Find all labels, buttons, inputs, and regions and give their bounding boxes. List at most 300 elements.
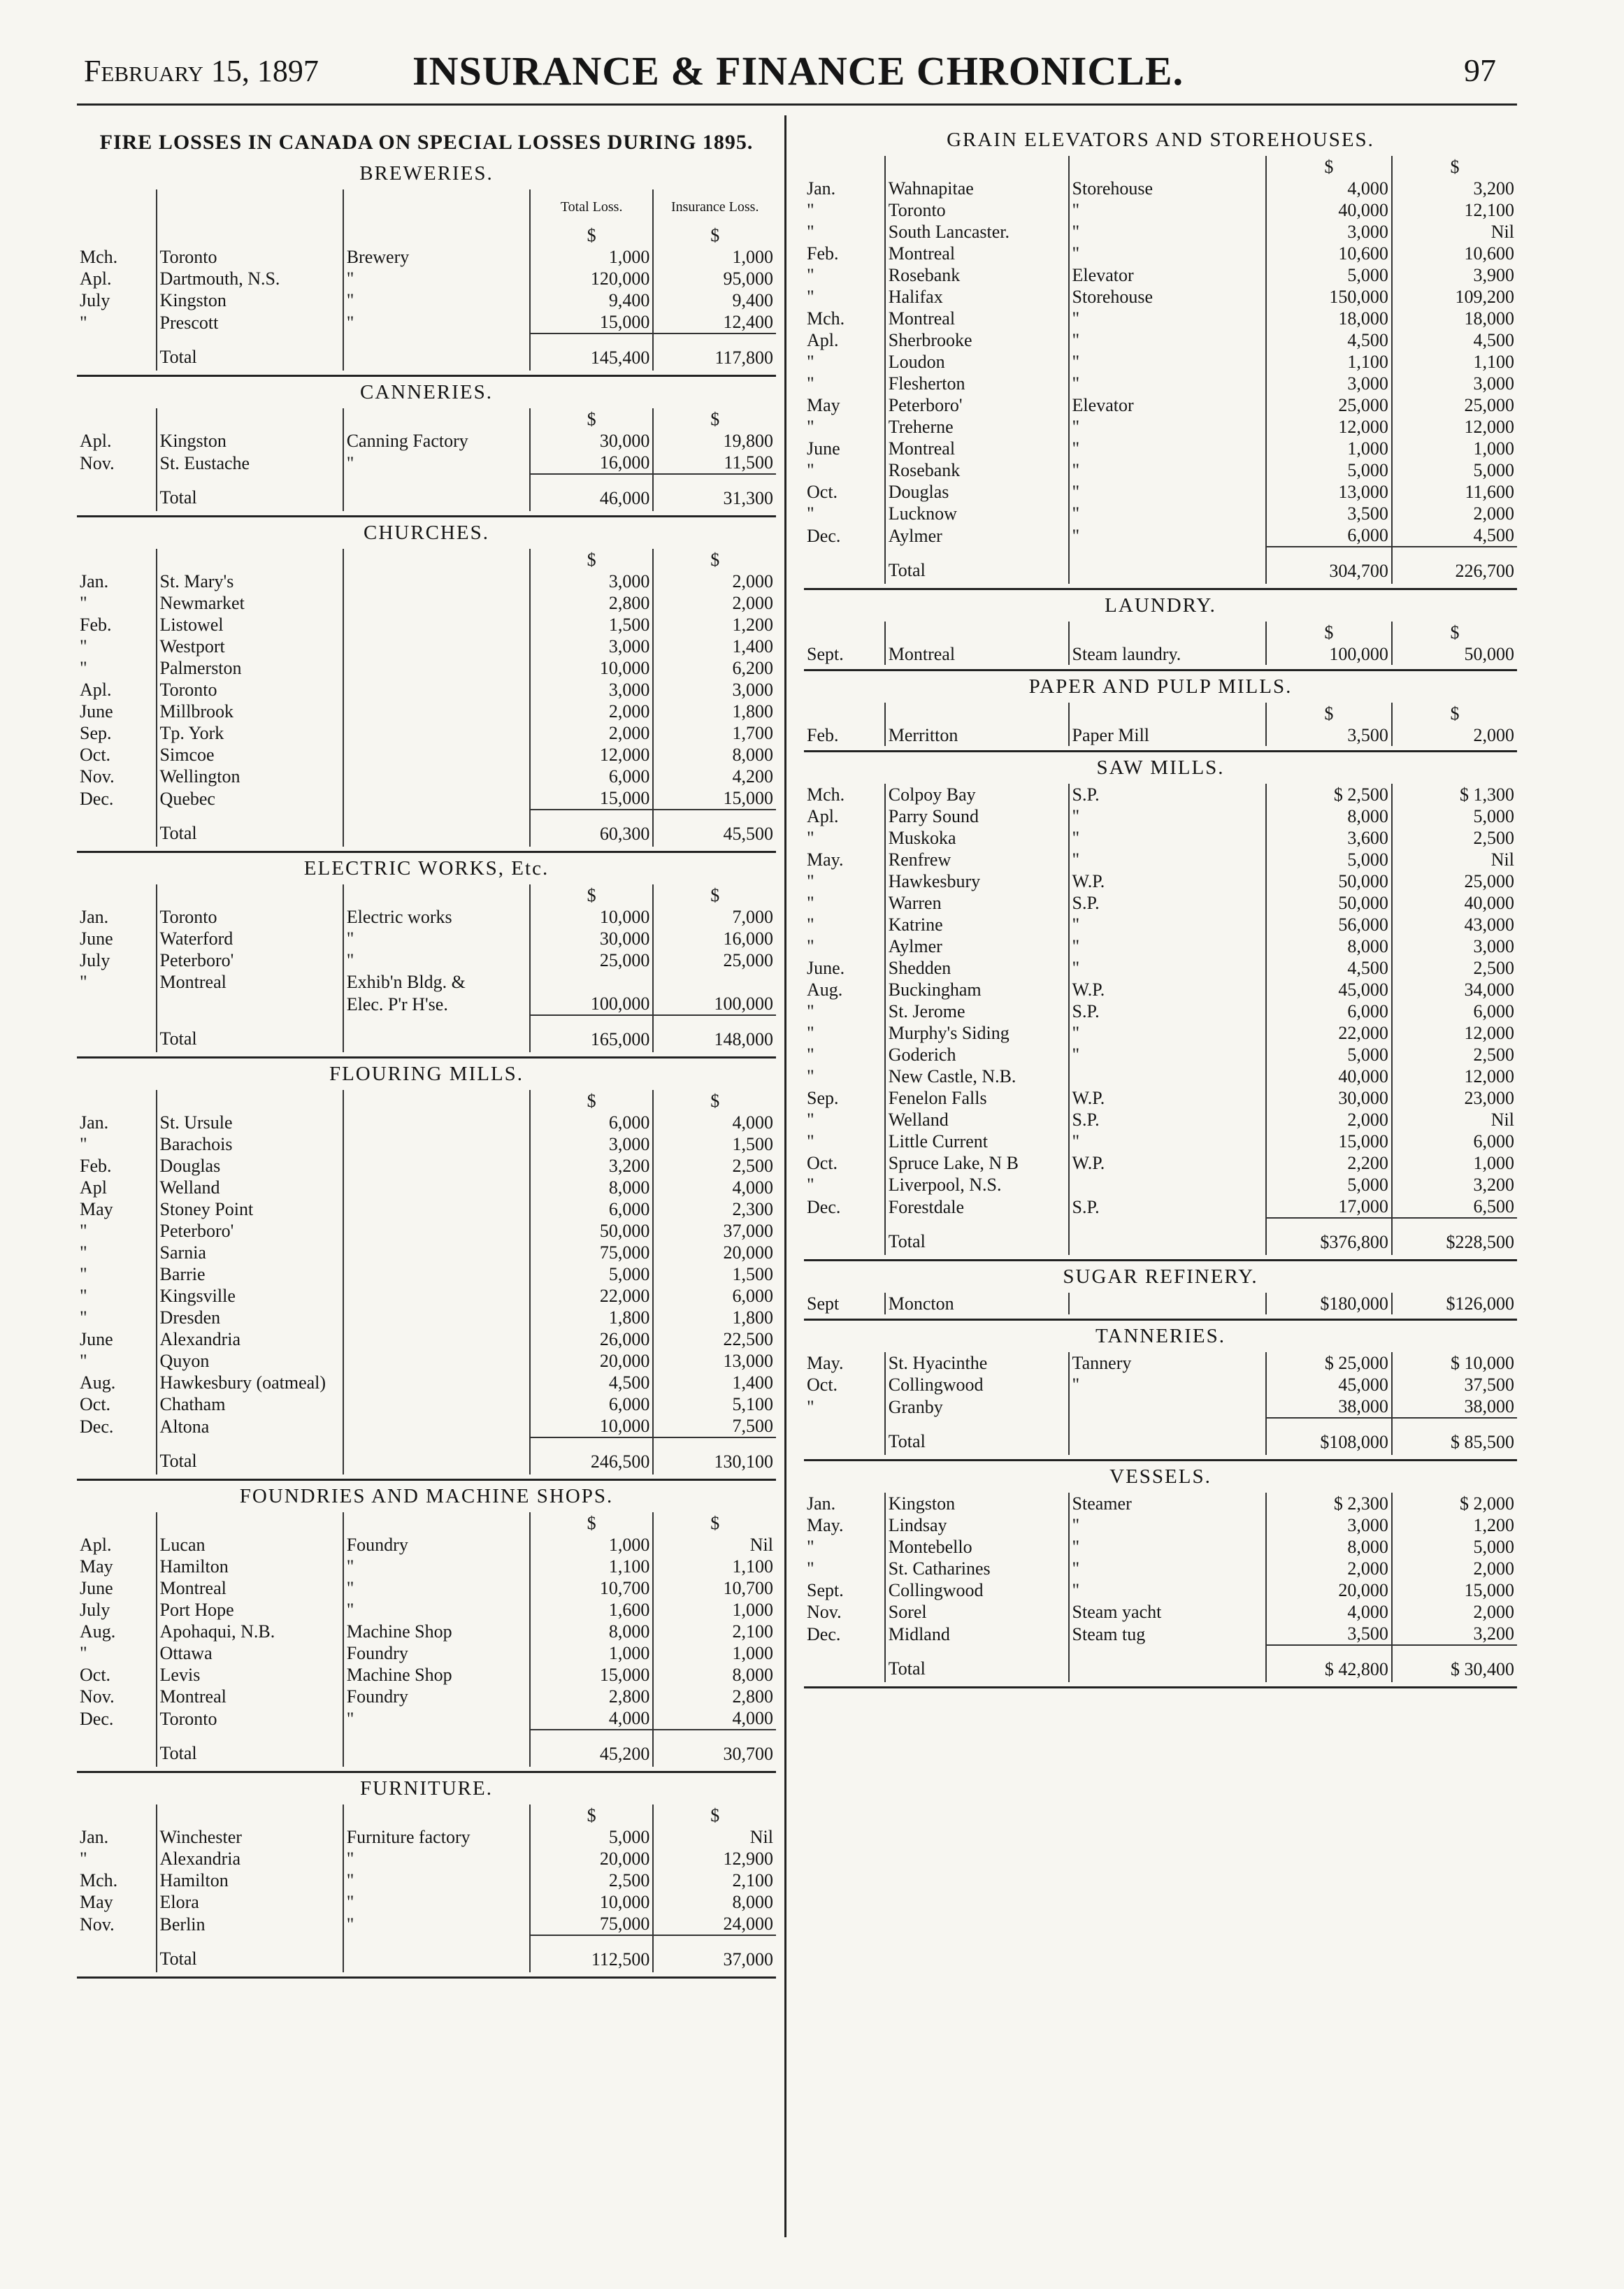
table-row <box>804 1623 1517 1645</box>
table-row <box>804 643 1517 665</box>
place-cell: Barachois <box>157 1133 343 1155</box>
insurance-loss-cell: 2,000 <box>653 592 776 614</box>
total-loss-cell: 40,000 <box>1266 199 1392 221</box>
total-label: Total <box>157 810 343 847</box>
cell-blank <box>804 1418 885 1455</box>
kind-cell: " <box>1069 805 1266 827</box>
insurance-loss-cell: 4,500 <box>1392 524 1517 547</box>
total-loss-cell: 75,000 <box>530 1913 654 1935</box>
insurance-loss-sum: 226,700 <box>1392 547 1517 584</box>
section-rule <box>804 1319 1517 1321</box>
month-cell: Feb. <box>80 615 112 635</box>
place-cell: Peterboro' <box>157 1220 343 1242</box>
insurance-loss-cell: 25,000 <box>1392 870 1517 892</box>
table-row <box>804 329 1517 351</box>
total-loss-cell: 50,000 <box>530 1220 654 1242</box>
kind-cell: " <box>343 1870 530 1891</box>
kind-cell: " <box>1069 503 1266 524</box>
month-cell: " <box>80 1286 87 1306</box>
loss-table <box>77 1090 776 1474</box>
loss-table <box>804 622 1517 665</box>
insurance-loss-cell: 4,000 <box>653 1177 776 1198</box>
total-loss-cell: 5,000 <box>1266 459 1392 481</box>
table-row <box>77 701 776 722</box>
section-title: BREWERIES. <box>359 162 494 185</box>
cell-blank <box>77 408 157 430</box>
insurance-loss-cell: 8,000 <box>653 1891 776 1913</box>
place-cell: Ottawa <box>157 1642 343 1664</box>
kind-cell: Furniture factory <box>343 1826 530 1848</box>
place-cell: Granby <box>885 1395 1069 1418</box>
total-loss-cell: 50,000 <box>1266 892 1392 914</box>
insurance-loss-cell: 50,000 <box>1392 643 1517 665</box>
insurance-loss-cell: 2,300 <box>653 1198 776 1220</box>
section-rule <box>77 1479 776 1481</box>
table-row <box>77 614 776 636</box>
month-cell: Oct. <box>807 482 838 502</box>
insurance-loss-cell: 4,500 <box>1392 329 1517 351</box>
section-title: LAUNDRY. <box>1105 594 1216 617</box>
table-row <box>804 394 1517 416</box>
cell-blank <box>343 1512 530 1534</box>
header-total-loss: Total Loss. <box>530 189 654 224</box>
table-row <box>77 246 776 268</box>
table-row <box>804 459 1517 481</box>
month-cell: Oct. <box>807 1153 838 1173</box>
total-loss-cell: 20,000 <box>1266 1579 1392 1601</box>
month-cell: May <box>80 1556 113 1577</box>
table-row <box>804 1000 1517 1022</box>
total-loss-cell: 1,800 <box>530 1307 654 1328</box>
place-cell: St. Eustache <box>157 452 343 474</box>
month-cell: May. <box>807 849 844 870</box>
section-title: PAPER AND PULP MILLS. <box>1028 675 1293 698</box>
month-cell: " <box>807 1045 814 1065</box>
insurance-loss-cell: 2,000 <box>653 571 776 592</box>
insurance-loss-cell: 1,000 <box>653 246 776 268</box>
loss-table <box>77 549 776 847</box>
month-cell: Nov. <box>80 1686 115 1707</box>
total-loss-cell: 15,000 <box>530 311 654 333</box>
section-title: CANNERIES. <box>360 381 493 403</box>
place-cell: Hamilton <box>157 1870 343 1891</box>
place-cell: Alexandria <box>157 1328 343 1350</box>
kind-cell: " <box>1069 524 1266 547</box>
insurance-loss-cell: 4,200 <box>653 766 776 787</box>
currency-symbol: $ <box>653 549 776 571</box>
kind-cell: Elevator <box>1069 264 1266 286</box>
header-blank <box>77 189 157 224</box>
place-cell: Hawkesbury <box>885 870 1069 892</box>
kind-cell: Exhib'n Bldg. & <box>343 971 530 993</box>
currency-symbol: $ <box>530 884 654 906</box>
table-row <box>804 1493 1517 1514</box>
total-loss-cell: 3,000 <box>1266 373 1392 394</box>
table-row <box>804 199 1517 221</box>
month-cell: " <box>80 1264 87 1284</box>
total-loss-cell: 3,000 <box>1266 221 1392 243</box>
table-row <box>77 1177 776 1198</box>
insurance-loss-cell: 11,500 <box>653 452 776 474</box>
place-cell: Kingsville <box>157 1285 343 1307</box>
total-loss-cell: 3,500 <box>1266 503 1392 524</box>
month-cell: " <box>80 972 87 992</box>
month-cell: Aug. <box>80 1621 116 1642</box>
place-cell: Toronto <box>157 1707 343 1730</box>
month-cell: " <box>807 287 814 307</box>
month-cell: " <box>807 828 814 848</box>
table-row <box>804 1065 1517 1087</box>
total-label: Total <box>157 474 343 511</box>
currency-row <box>77 408 776 430</box>
total-loss-cell: 100,000 <box>1266 643 1392 665</box>
total-loss-cell: 5,000 <box>1266 264 1392 286</box>
total-label: Total <box>157 333 343 371</box>
kind-cell: W.P. <box>1069 870 1266 892</box>
place-cell: Listowel <box>157 614 343 636</box>
insurance-loss-cell: Nil <box>653 1534 776 1556</box>
section-title: CHURCHES. <box>364 522 489 544</box>
total-loss-cell: 56,000 <box>1266 914 1392 935</box>
table-row <box>77 1263 776 1285</box>
total-loss-cell: 20,000 <box>530 1350 654 1372</box>
cell-blank <box>343 224 530 246</box>
kind-cell <box>343 722 530 744</box>
place-cell: Peterboro' <box>885 394 1069 416</box>
total-label: Total <box>885 547 1069 584</box>
table-row <box>804 1601 1517 1623</box>
total-loss-cell: $ 25,000 <box>1266 1352 1392 1374</box>
table-row <box>804 892 1517 914</box>
place-cell: St. Catharines <box>885 1558 1069 1579</box>
table-row <box>804 870 1517 892</box>
place-cell: Quebec <box>157 787 343 810</box>
month-cell: Aug. <box>807 980 843 1000</box>
total-loss-cell: 12,000 <box>1266 416 1392 438</box>
cell-blank <box>804 1645 885 1682</box>
cell-blank <box>157 408 343 430</box>
kind-cell <box>1069 1293 1266 1314</box>
cell-blank <box>1069 1218 1266 1255</box>
place-cell: Merritton <box>885 724 1069 746</box>
place-cell: Colpoy Bay <box>885 784 1069 805</box>
place-cell: Montreal <box>885 243 1069 264</box>
place-cell: St. Mary's <box>157 571 343 592</box>
table-row <box>804 264 1517 286</box>
kind-cell <box>343 592 530 614</box>
insurance-loss-cell: 12,000 <box>1392 1022 1517 1044</box>
insurance-loss-cell: 2,500 <box>653 1155 776 1177</box>
cell-blank <box>157 224 343 246</box>
month-cell: " <box>80 1643 87 1663</box>
insurance-loss-cell: 2,800 <box>653 1686 776 1707</box>
month-cell: " <box>807 1175 814 1195</box>
kind-cell: " <box>1069 373 1266 394</box>
section-rule <box>804 750 1517 752</box>
total-loss-cell: 30,000 <box>1266 1087 1392 1109</box>
insurance-loss-cell: 40,000 <box>1392 892 1517 914</box>
table-row <box>77 311 776 333</box>
place-cell: Lucknow <box>885 503 1069 524</box>
table-row <box>804 935 1517 957</box>
cell-blank <box>157 549 343 571</box>
insurance-loss-cell: 1,400 <box>653 636 776 657</box>
currency-symbol: $ <box>530 1804 654 1826</box>
insurance-loss-sum: $ 85,500 <box>1392 1418 1517 1455</box>
month-cell: Apl. <box>80 268 112 289</box>
insurance-loss-cell: 2,100 <box>653 1870 776 1891</box>
total-loss-cell: 30,000 <box>530 430 654 452</box>
cell-blank <box>157 1090 343 1112</box>
place-cell: Quyon <box>157 1350 343 1372</box>
section-title: ELECTRIC WORKS, Etc. <box>303 857 549 880</box>
insurance-loss-cell: 3,000 <box>1392 373 1517 394</box>
table-row <box>77 1599 776 1621</box>
kind-cell: Foundry <box>343 1642 530 1664</box>
total-row <box>77 1935 776 1972</box>
kind-cell: " <box>343 1556 530 1577</box>
place-cell: Elora <box>157 1891 343 1913</box>
insurance-loss-cell: 15,000 <box>1392 1579 1517 1601</box>
kind-cell: " <box>343 1891 530 1913</box>
insurance-loss-cell: 11,600 <box>1392 481 1517 503</box>
cell-blank <box>343 408 530 430</box>
kind-cell: " <box>343 1577 530 1599</box>
insurance-loss-sum: 37,000 <box>653 1935 776 1972</box>
kind-cell: " <box>1069 827 1266 849</box>
insurance-loss-cell: 37,000 <box>653 1220 776 1242</box>
table-row <box>77 1350 776 1372</box>
table-row <box>804 1087 1517 1109</box>
kind-cell: Steam tug <box>1069 1623 1266 1645</box>
table-row <box>804 827 1517 849</box>
total-loss-cell: 15,000 <box>530 787 654 810</box>
total-label: Total <box>157 1935 343 1972</box>
total-loss-cell: 3,000 <box>530 636 654 657</box>
place-cell: Douglas <box>885 481 1069 503</box>
total-loss-cell: 10,000 <box>530 906 654 928</box>
table-row <box>804 286 1517 308</box>
month-cell: Dec. <box>80 1416 114 1437</box>
currency-row <box>77 1512 776 1534</box>
insurance-loss-cell <box>653 971 776 993</box>
insurance-loss-cell: $126,000 <box>1392 1293 1517 1314</box>
total-loss-cell: $ 2,500 <box>1266 784 1392 805</box>
month-cell: Jan. <box>80 571 109 591</box>
table-row <box>804 524 1517 547</box>
insurance-loss-cell: 2,000 <box>1392 1558 1517 1579</box>
month-cell: Apl. <box>807 330 839 350</box>
publication-title: INSURANCE & FINANCE CHRONICLE. <box>412 48 1184 94</box>
cell-blank <box>77 549 157 571</box>
table-row <box>77 636 776 657</box>
table-row <box>77 430 776 452</box>
month-cell: July <box>80 290 110 310</box>
month-cell: May <box>807 395 840 415</box>
insurance-loss-cell: 1,100 <box>1392 351 1517 373</box>
section-rule <box>804 1259 1517 1261</box>
insurance-loss-cell: 3,000 <box>653 679 776 701</box>
insurance-loss-cell: 1,700 <box>653 722 776 744</box>
month-cell: " <box>807 460 814 480</box>
total-loss-cell: 1,000 <box>530 1534 654 1556</box>
month-cell: June <box>80 1578 113 1598</box>
place-cell: Moncton <box>885 1293 1069 1314</box>
kind-cell <box>343 766 530 787</box>
place-cell: Altona <box>157 1415 343 1437</box>
kind-cell: " <box>1069 914 1266 935</box>
kind-cell <box>343 1350 530 1372</box>
kind-cell: Elevator <box>1069 394 1266 416</box>
place-cell: Westport <box>157 636 343 657</box>
total-loss-sum: 304,700 <box>1266 547 1392 584</box>
table-row <box>77 592 776 614</box>
cell-blank <box>77 474 157 511</box>
month-cell: " <box>80 1351 87 1371</box>
insurance-loss-cell: 1,500 <box>653 1133 776 1155</box>
total-loss-sum: 165,000 <box>530 1015 654 1052</box>
currency-symbol: $ <box>1266 156 1392 178</box>
currency-row <box>77 1804 776 1826</box>
total-loss-cell: 8,000 <box>1266 805 1392 827</box>
table-row <box>77 1534 776 1556</box>
loss-table <box>77 884 776 1052</box>
insurance-loss-cell: 2,500 <box>1392 1044 1517 1065</box>
insurance-loss-cell: 5,000 <box>1392 805 1517 827</box>
table-row <box>77 289 776 311</box>
kind-cell: " <box>343 268 530 289</box>
total-label: Total <box>157 1730 343 1767</box>
kind-cell: " <box>1069 459 1266 481</box>
insurance-loss-cell: 22,500 <box>653 1328 776 1350</box>
kind-cell: Machine Shop <box>343 1664 530 1686</box>
insurance-loss-cell: 38,000 <box>1392 1395 1517 1418</box>
total-loss-cell: 6,000 <box>530 1198 654 1220</box>
kind-cell: S.P. <box>1069 1196 1266 1218</box>
table-row <box>77 906 776 928</box>
kind-cell: Foundry <box>343 1534 530 1556</box>
kind-cell: " <box>1069 351 1266 373</box>
total-loss-cell: 5,000 <box>1266 1044 1392 1065</box>
month-cell: June <box>80 928 113 949</box>
total-loss-cell: 30,000 <box>530 928 654 949</box>
table-row <box>804 1352 1517 1374</box>
place-cell: Waterford <box>157 928 343 949</box>
kind-cell <box>343 1177 530 1198</box>
insurance-loss-cell: 7,000 <box>653 906 776 928</box>
total-loss-cell: 2,200 <box>1266 1152 1392 1174</box>
kind-cell <box>343 701 530 722</box>
place-cell: Little Current <box>885 1131 1069 1152</box>
place-cell: New Castle, N.B. <box>885 1065 1069 1087</box>
total-label: Total <box>885 1645 1069 1682</box>
insurance-loss-cell: 6,200 <box>653 657 776 679</box>
total-loss-cell: 3,000 <box>530 571 654 592</box>
insurance-loss-cell: 1,000 <box>653 1599 776 1621</box>
total-loss-cell: 45,000 <box>1266 979 1392 1000</box>
currency-symbol: $ <box>1392 156 1517 178</box>
table-row <box>804 308 1517 329</box>
section-title: FLOURING MILLS. <box>329 1063 524 1085</box>
insurance-loss-sum: 130,100 <box>653 1437 776 1474</box>
column-header-row <box>77 189 776 224</box>
insurance-loss-cell: 2,000 <box>1392 1601 1517 1623</box>
insurance-loss-cell: 3,900 <box>1392 264 1517 286</box>
place-cell: Peterboro' <box>157 949 343 971</box>
insurance-loss-cell: 12,000 <box>1392 1065 1517 1087</box>
total-row <box>804 1418 1517 1455</box>
place-cell: Warren <box>885 892 1069 914</box>
kind-cell <box>1069 1395 1266 1418</box>
table-row <box>77 571 776 592</box>
loss-table <box>77 1512 776 1767</box>
cell-blank <box>77 1512 157 1534</box>
place-cell: Montreal <box>885 308 1069 329</box>
section-title: FOUNDRIES AND MACHINE SHOPS. <box>239 1485 614 1507</box>
table-row <box>804 1395 1517 1418</box>
place-cell: Kingston <box>157 430 343 452</box>
place-cell: Hawkesbury (oatmeal) <box>157 1372 343 1393</box>
kind-cell: Foundry <box>343 1686 530 1707</box>
place-cell: Wahnapitae <box>885 178 1069 199</box>
insurance-loss-cell: 25,000 <box>1392 394 1517 416</box>
place-cell: Forestdale <box>885 1196 1069 1218</box>
insurance-loss-cell: 1,000 <box>1392 438 1517 459</box>
kind-cell <box>343 744 530 766</box>
currency-symbol: $ <box>530 408 654 430</box>
currency-symbol: $ <box>1266 622 1392 643</box>
month-cell: Nov. <box>807 1602 842 1622</box>
total-loss-cell: 3,000 <box>530 1133 654 1155</box>
kind-cell: " <box>1069 1044 1266 1065</box>
total-loss-cell: 5,000 <box>530 1826 654 1848</box>
place-cell: South Lancaster. <box>885 221 1069 243</box>
loss-table <box>804 156 1517 584</box>
total-loss-sum: $376,800 <box>1266 1218 1392 1255</box>
cell-blank <box>77 1730 157 1767</box>
left-column <box>77 124 776 1983</box>
currency-row <box>77 224 776 246</box>
total-loss-cell: 3,500 <box>1266 724 1392 746</box>
kind-cell: " <box>343 1599 530 1621</box>
place-cell: Berlin <box>157 1913 343 1935</box>
total-loss-cell: 6,000 <box>530 766 654 787</box>
month-cell: " <box>807 1131 814 1151</box>
currency-row <box>77 1090 776 1112</box>
place-cell: Montebello <box>885 1536 1069 1558</box>
total-loss-cell: 6,000 <box>530 1112 654 1133</box>
currency-symbol: $ <box>1392 703 1517 724</box>
section-rule <box>77 1771 776 1773</box>
insurance-loss-cell: 15,000 <box>653 787 776 810</box>
table-row <box>77 722 776 744</box>
kind-cell: " <box>1069 1579 1266 1601</box>
header-rule <box>77 103 1517 106</box>
total-row <box>77 333 776 371</box>
insurance-loss-cell: 3,200 <box>1392 178 1517 199</box>
table-row <box>804 1109 1517 1131</box>
currency-symbol: $ <box>530 1090 654 1112</box>
total-loss-cell: 6,000 <box>1266 1000 1392 1022</box>
table-row <box>804 1514 1517 1536</box>
total-label: Total <box>157 1437 343 1474</box>
cell-blank <box>343 884 530 906</box>
loss-table <box>77 1804 776 1972</box>
month-cell: Jan. <box>807 178 836 199</box>
kind-cell <box>343 1372 530 1393</box>
table-row <box>804 221 1517 243</box>
total-loss-sum: 46,000 <box>530 474 654 511</box>
